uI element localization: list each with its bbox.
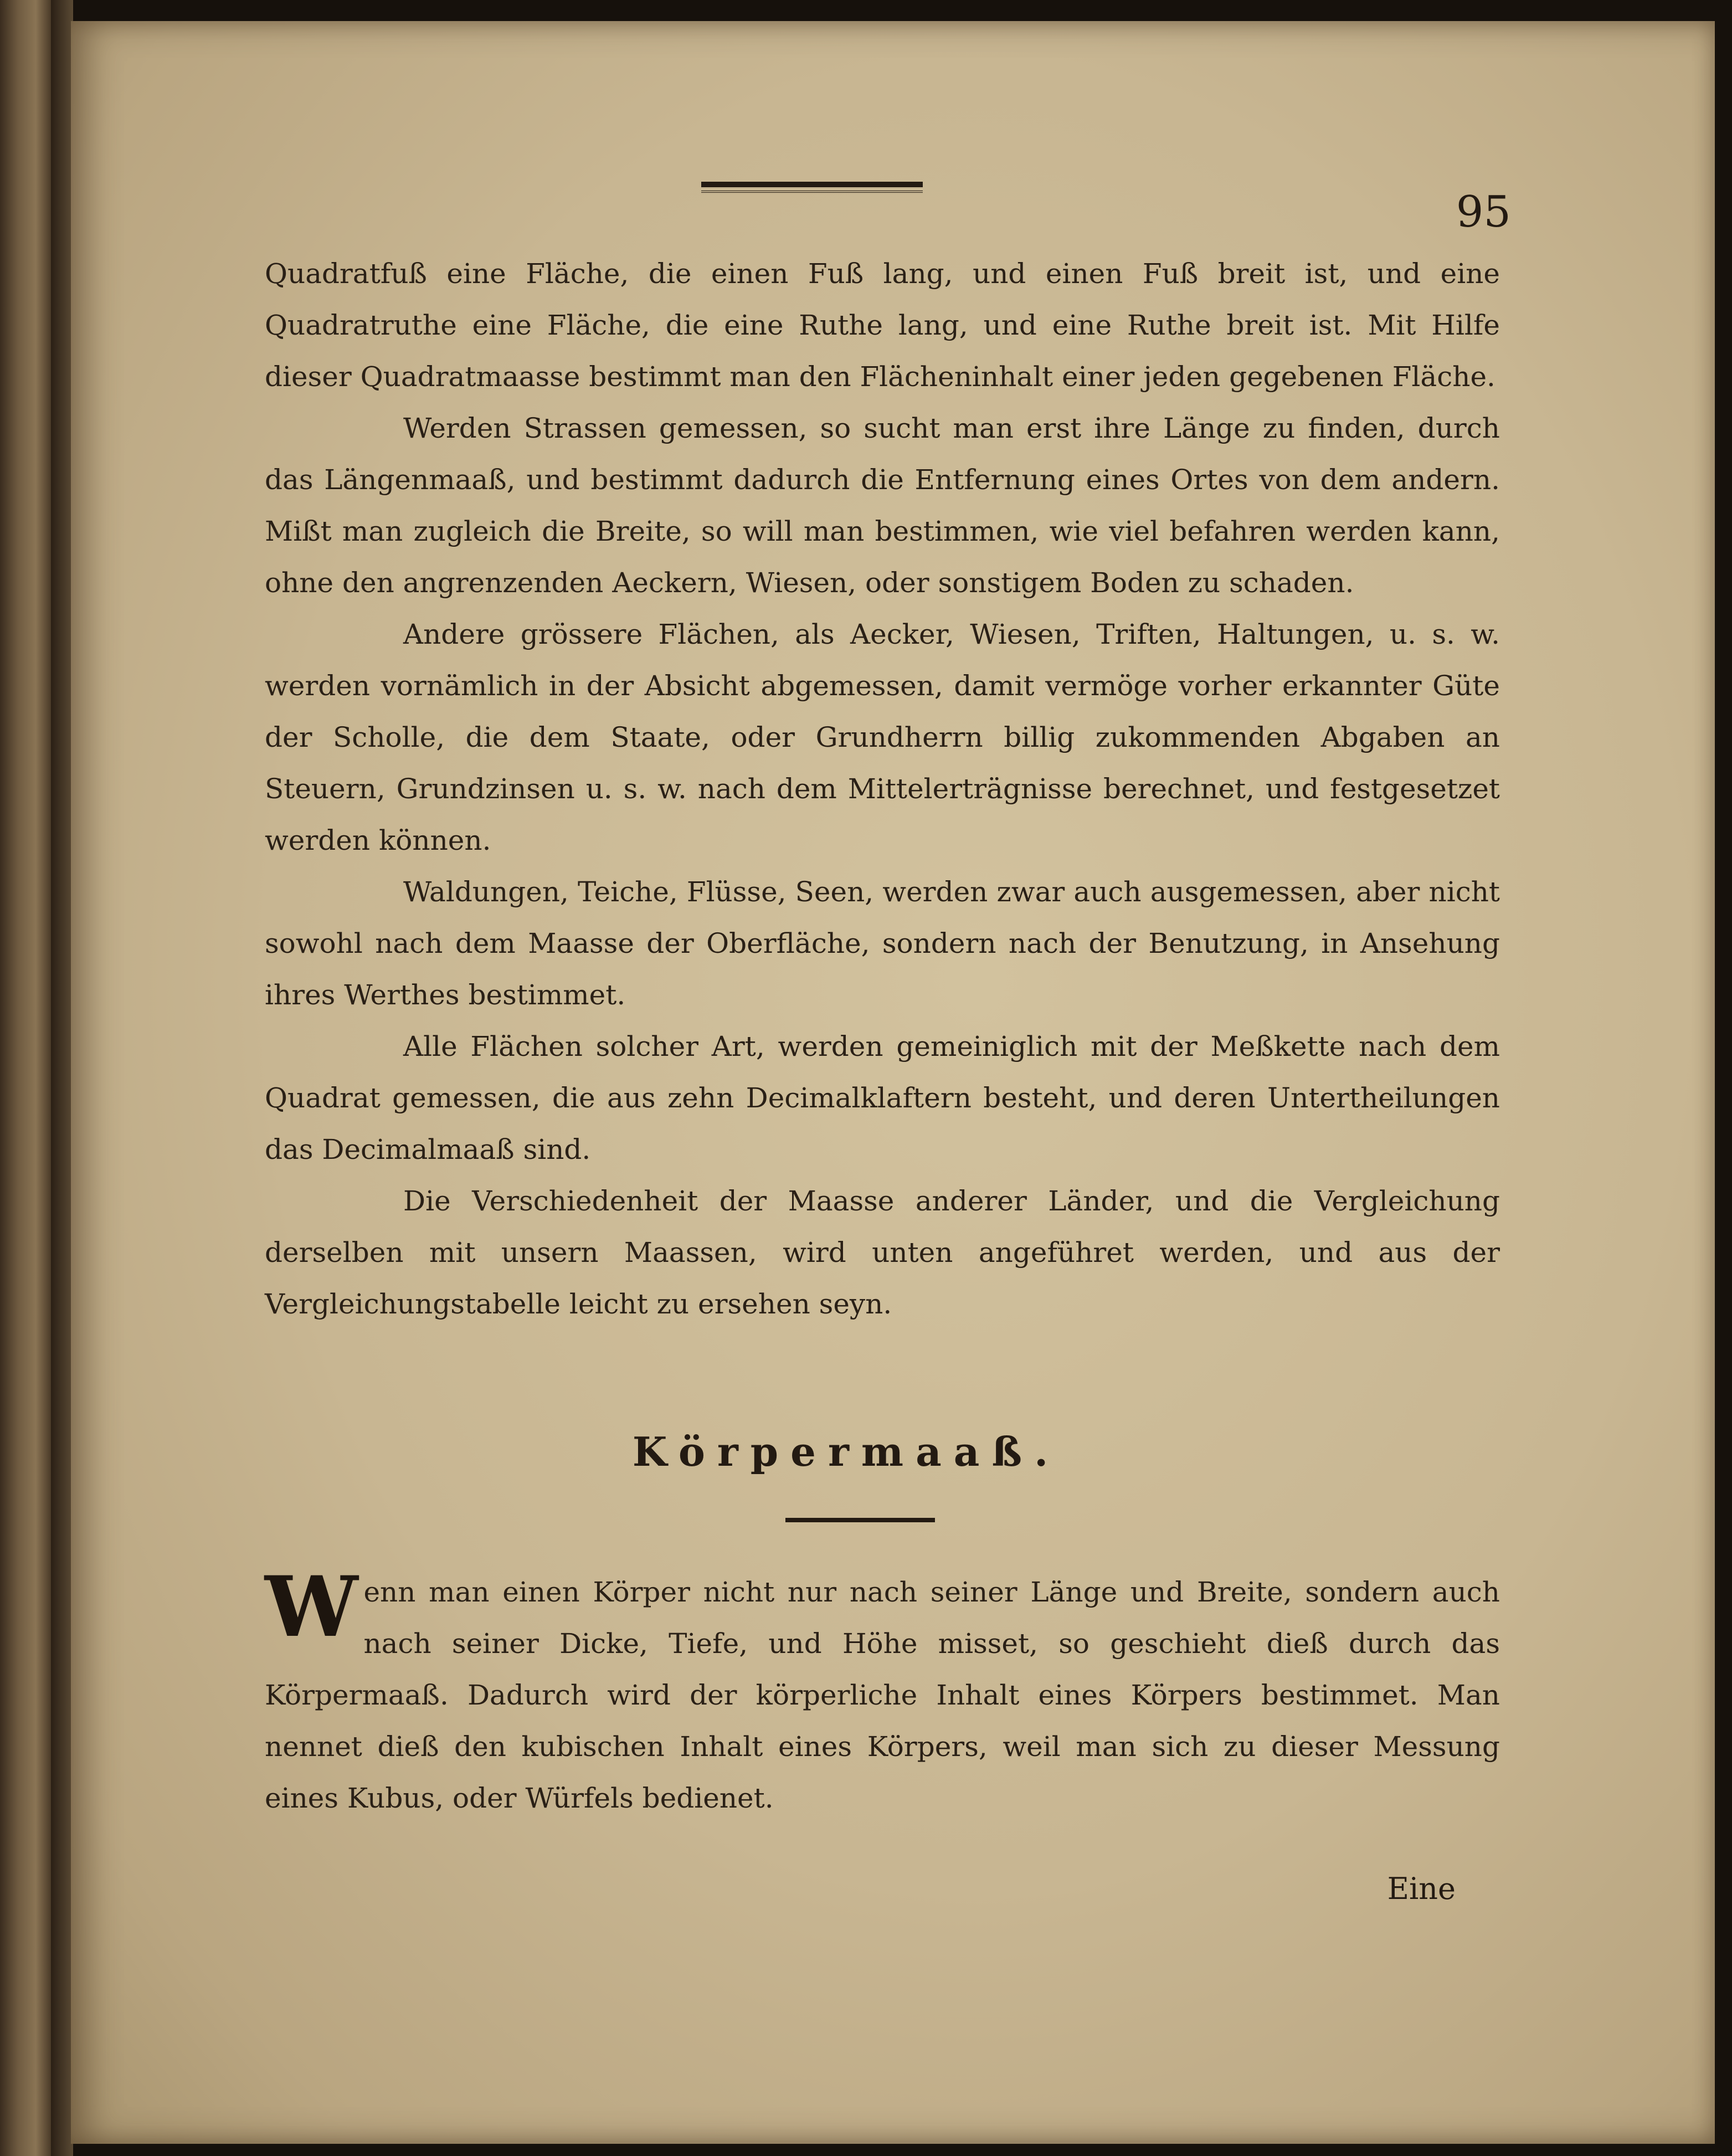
paragraph: Waldungen, Teiche, Flüsse, Seen, werden zwar auch ausgemessen, aber nicht sowohl nach dem Maasse der Oberfläche, sondern nach der Benutzung, in Ansehung ihres Werthes bestimmet. [265,876,1500,1011]
header-rule [701,182,923,193]
paragraph: Werden Strassen gemessen, so sucht man erst ihre Länge zu finden, durch das Längenmaaß, und bestimmt dadurch die Entfernung eines Ortes von dem andern. Mißt man zugleich die Breite, so will man bestimmen, wie viel befahren werden kann, ohne den angrenzenden Aeckern, Wiesen, oder sonstigem Boden zu schaden. [265,412,1500,599]
facing-page-edge [0,0,51,2156]
paragraph: Andere grössere Flächen, als Aecker, Wiesen, Triften, Haltungen, u. s. w. werden vornämlich in der Absicht abgemessen, damit vermöge vorher erkannter Güte der Scholle, die dem Staate, oder Grundherrn billig zukommenden Abgaben an Steuern, Grundzinsen u. s. w. nach dem Mittelerträgnisse berechnet, und festgesetzet werden können. [265,618,1500,856]
book-gutter [51,0,73,2156]
book-page [71,21,1715,2144]
section-heading: Körpermaaß. [632,1428,1061,1475]
page-number: 95 [1456,187,1511,237]
paragraph: Die Verschiedenheit der Maasse anderer Länder, und die Vergleichung derselben mit unsern Maassen, wird unten angeführet werden, und aus der Vergleichungstabelle leicht zu ersehen seyn. [265,1185,1500,1320]
body-text [265,248,1500,1330]
paragraph: Quadratfuß eine Fläche, die einen Fuß lang, und einen Fuß breit ist, und eine Quadratruthe eine Fläche, die eine Ruthe lang, und eine Ruthe breit ist. Mit Hilfe dieser Quadratmaasse bestimmt man den Flächeninhalt einer jeden gegebenen Fläche. [265,258,1500,393]
section-text [265,1558,1500,1824]
section-paragraph-text: enn man einen Körper nicht nur nach seiner Länge und Breite, sondern auch nach seiner Dicke, Tiefe, und Höhe misset, so geschieht dieß durch das Körpermaaß. Dadurch wird der körperliche Inhalt eines Körpers bestimmet. Man nennet dieß den kubischen Inhalt eines Körpers, weil man sich zu dieser Messung eines Kubus, oder Würfels bedienet. [265,1576,1500,1814]
section-paragraph [265,1558,1500,1824]
catchword: Eine [1387,1871,1456,1906]
paragraph: Alle Flächen solcher Art, werden gemeiniglich mit der Meßkette nach dem Quadrat gemessen, die aus zehn Decimalklaftern besteht, und deren Untertheilungen das Decimalmaaß sind. [265,1030,1500,1166]
heading-rule [785,1518,935,1522]
drop-cap: W [265,1558,358,1656]
